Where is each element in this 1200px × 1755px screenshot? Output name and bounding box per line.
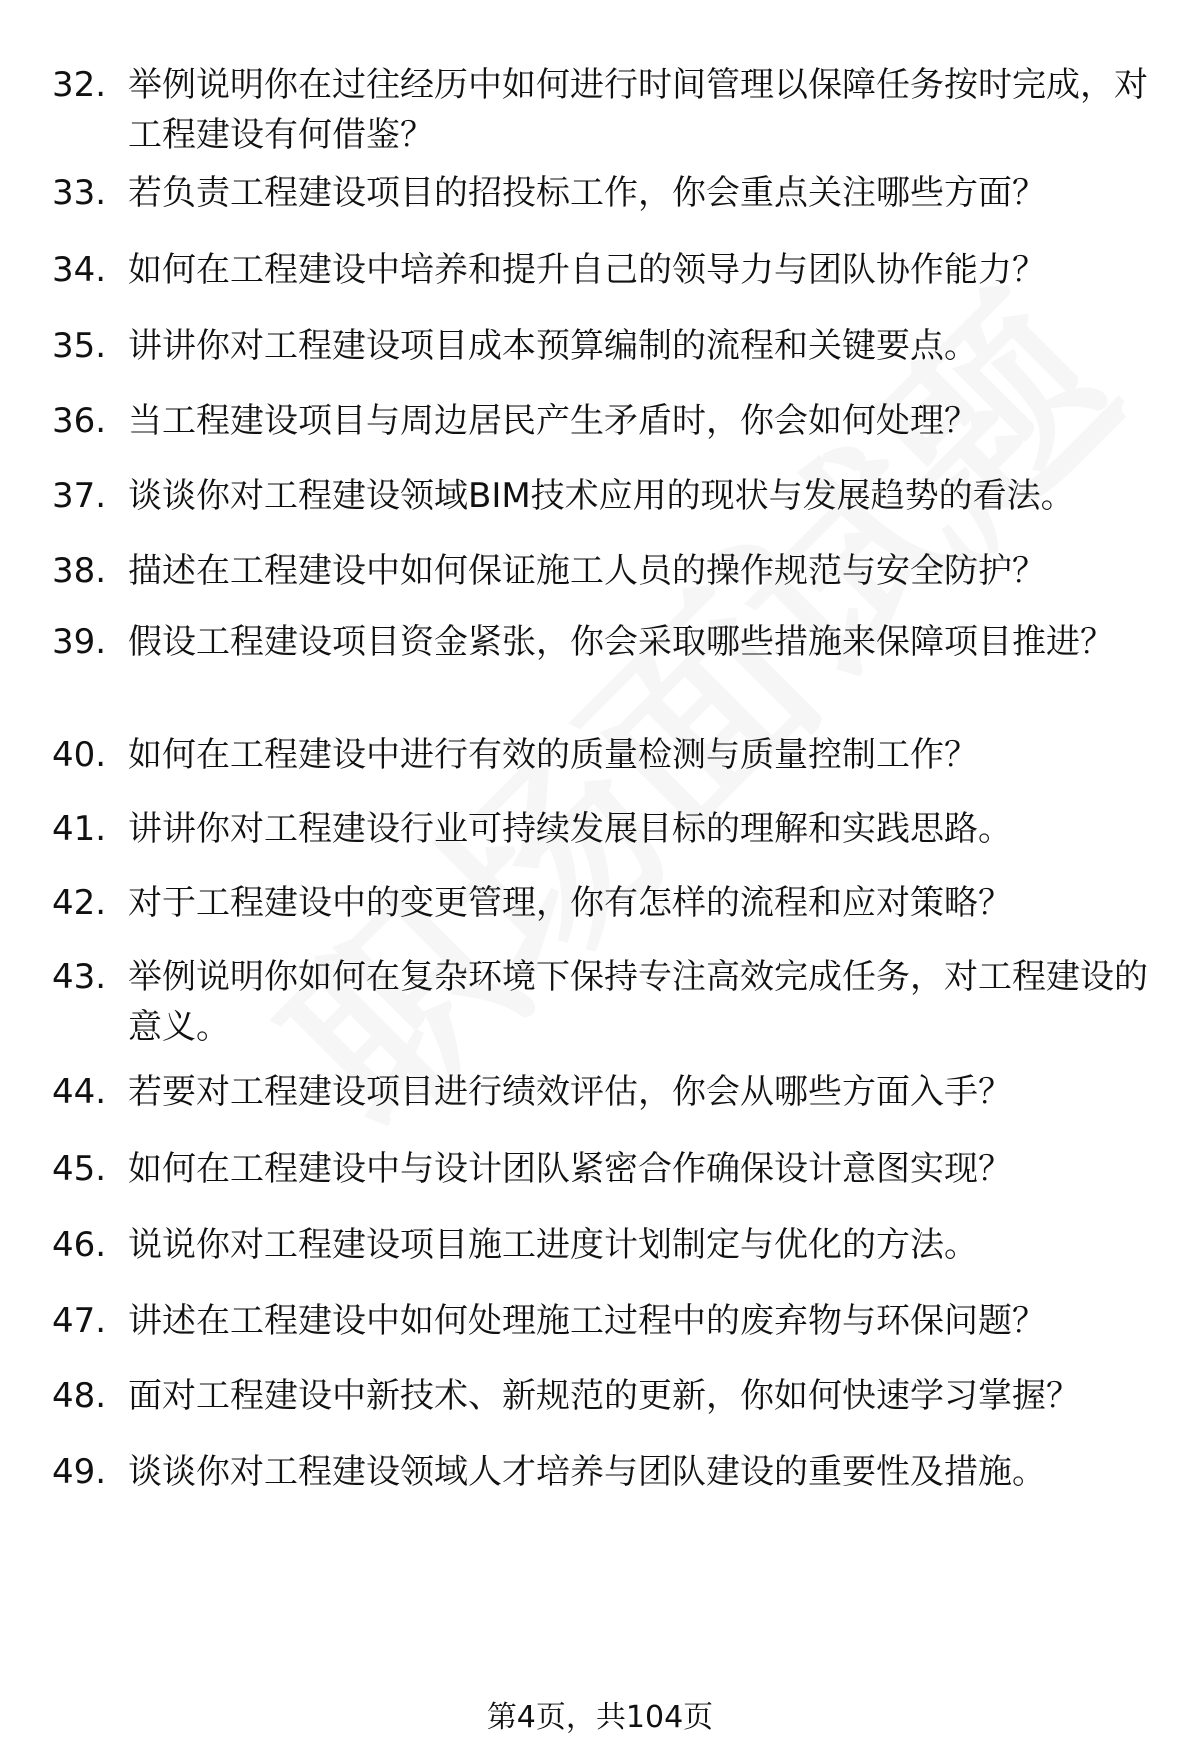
question-text: 说说你对工程建设项目施工进度计划制定与优化的方法。 (128, 1225, 978, 1265)
question-text: 若要对工程建设项目进行绩效评估，你会从哪些方面入手？ (128, 1072, 1012, 1112)
question-text: 描述在工程建设中如何保证施工人员的操作规范与安全防护？ (128, 551, 1046, 591)
question-text: 谈谈你对工程建设领域人才培养与团队建设的重要性及措施。 (128, 1452, 1046, 1492)
question-number: 49. (52, 1452, 107, 1492)
page-number-footer: 第4页，共104页 (486, 1700, 714, 1735)
question-text: 面对工程建设中新技术、新规范的更新，你如何快速学习掌握？ (128, 1376, 1080, 1416)
question-text: 举例说明你在过往经历中如何进行时间管理以保障任务按时完成，对工程建设有何借鉴？ (128, 65, 1148, 155)
question-text: 讲述在工程建设中如何处理施工过程中的废弃物与环保问题？ (128, 1301, 1046, 1341)
question-number: 33. (52, 173, 107, 213)
question-number: 37. (52, 476, 107, 516)
question-text: 谈谈你对工程建设领域BIM技术应用的现状与发展趋势的看法。 (128, 476, 1075, 516)
question-number: 40. (52, 735, 107, 775)
question-text: 举例说明你如何在复杂环境下保持专注高效完成任务，对工程建设的意义。 (128, 957, 1148, 1047)
question-number: 41. (52, 809, 107, 849)
question-number: 47. (52, 1301, 107, 1341)
question-text: 如何在工程建设中与设计团队紧密合作确保设计意图实现？ (128, 1149, 1012, 1189)
question-text: 当工程建设项目与周边居民产生矛盾时，你会如何处理？ (128, 401, 978, 441)
question-number: 48. (52, 1376, 107, 1416)
question-text: 如何在工程建设中培养和提升自己的领导力与团队协作能力？ (128, 250, 1046, 290)
question-number: 39. (52, 622, 107, 662)
question-number: 44. (52, 1072, 107, 1112)
question-number: 35. (52, 326, 107, 366)
question-number: 46. (52, 1225, 107, 1265)
question-text: 如何在工程建设中进行有效的质量检测与质量控制工作？ (128, 735, 978, 775)
question-number: 34. (52, 250, 107, 290)
question-number: 43. (52, 957, 107, 997)
question-number: 45. (52, 1149, 107, 1189)
question-number: 36. (52, 401, 107, 441)
question-text: 假设工程建设项目资金紧张，你会采取哪些措施来保障项目推进？ (128, 622, 1114, 662)
question-number: 32. (52, 65, 107, 105)
question-number: 38. (52, 551, 107, 591)
question-number: 42. (52, 883, 107, 923)
question-text: 讲讲你对工程建设行业可持续发展目标的理解和实践思路。 (128, 809, 1012, 849)
question-text: 对于工程建设中的变更管理，你有怎样的流程和应对策略？ (128, 883, 1012, 923)
question-text: 若负责工程建设项目的招投标工作，你会重点关注哪些方面？ (128, 173, 1046, 213)
question-text: 讲讲你对工程建设项目成本预算编制的流程和关键要点。 (128, 326, 978, 366)
